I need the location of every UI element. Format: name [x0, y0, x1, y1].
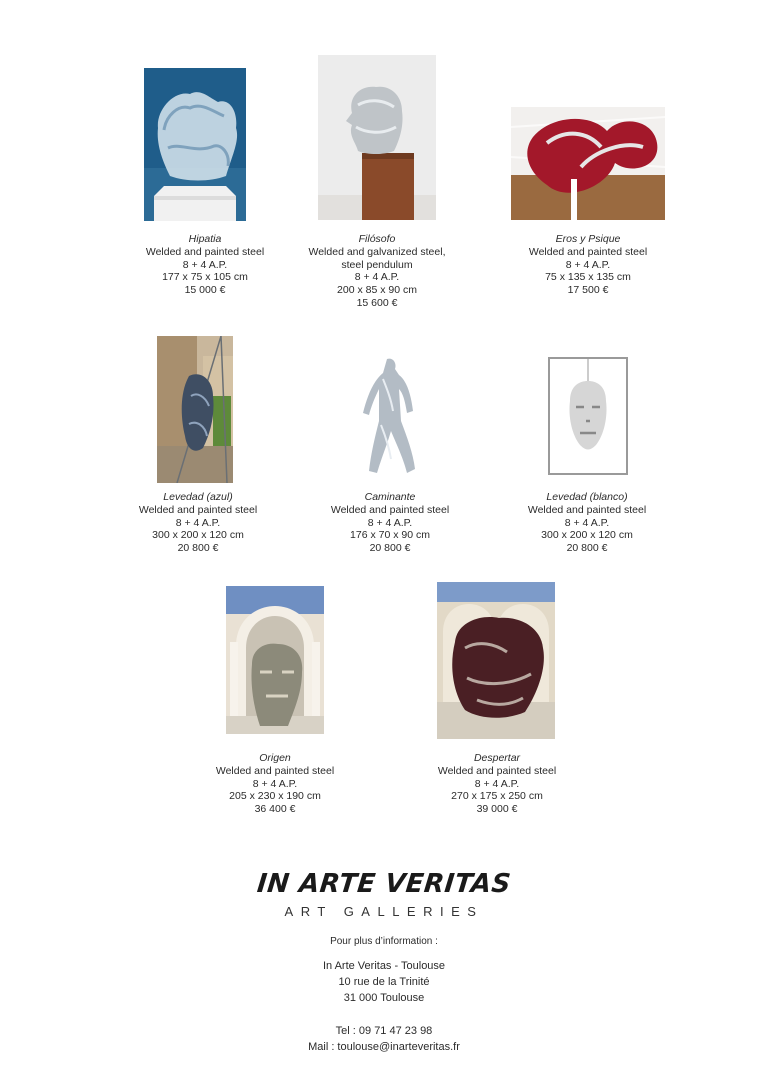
- artwork-filosofo: [292, 55, 462, 315]
- artwork-despertar: [412, 582, 582, 821]
- artwork-detail: Welded and painted steel: [437, 764, 557, 777]
- artwork-title: Eros y Psique: [555, 233, 621, 245]
- info-label: Pour plus d’information :: [330, 936, 438, 947]
- artwork-detail: 8 + 4 A.P.: [474, 777, 520, 790]
- artwork-detail: Welded and painted steel: [528, 245, 648, 258]
- artwork-detail: 300 x 200 x 120 cm: [541, 529, 633, 542]
- artwork-origen: [190, 586, 360, 821]
- address-line: 10 rue de la Trinité: [338, 976, 430, 988]
- artwork-detail: 270 x 175 x 250 cm: [451, 790, 543, 803]
- artwork-photo-levedad-blanco: [546, 355, 630, 477]
- artwork-eros-y-psique: [503, 107, 673, 307]
- artwork-photo-caminante: [355, 355, 425, 479]
- artwork-title: Hipatia: [188, 233, 222, 245]
- artwork-price: 36 400 €: [254, 803, 296, 816]
- artwork-hipatia: [120, 68, 290, 308]
- artwork-detail: 8 + 4 A.P.: [354, 271, 400, 284]
- artwork-detail: 176 x 70 x 90 cm: [350, 529, 430, 542]
- artwork-caminante: [305, 355, 475, 560]
- artwork-detail: 8 + 4 A.P.: [252, 777, 298, 790]
- artwork-levedad-azul: [113, 336, 283, 560]
- artwork-photo-despertar: [437, 582, 555, 739]
- artwork-photo-filosofo: [318, 55, 436, 220]
- email-address: Mail : toulouse@inarteveritas.fr: [308, 1041, 460, 1053]
- artwork-detail: Welded and painted steel: [527, 503, 647, 516]
- artwork-price: 20 800 €: [566, 542, 608, 555]
- artwork-title: Caminante: [364, 491, 416, 503]
- address-line: In Arte Veritas - Toulouse: [322, 960, 446, 972]
- artwork-photo-eros-y-psique: [511, 107, 665, 220]
- artwork-detail: Welded and painted steel: [215, 764, 335, 777]
- artwork-detail: 8 + 4 A.P.: [565, 258, 611, 271]
- artwork-price: 20 800 €: [369, 542, 411, 555]
- phone-number: Tel : 09 71 47 23 98: [335, 1025, 433, 1037]
- gallery-name: IN ARTE VERITAS: [255, 869, 513, 899]
- artwork-detail: 8 + 4 A.P.: [564, 516, 610, 529]
- artwork-detail: 205 x 230 x 190 cm: [229, 790, 321, 803]
- artwork-price: 17 500 €: [567, 284, 609, 297]
- artwork-photo-levedad-azul: [157, 336, 233, 483]
- artwork-detail: 200 x 85 x 90 cm: [337, 284, 417, 297]
- artwork-detail: Welded and painted steel: [145, 245, 265, 258]
- gallery-tagline: ART GALLERIES: [284, 904, 484, 919]
- artwork-title: Origen: [259, 752, 291, 764]
- artwork-levedad-blanco: [502, 355, 672, 560]
- artwork-detail: 177 x 75 x 105 cm: [162, 271, 248, 284]
- artwork-detail: Welded and painted steel: [138, 503, 258, 516]
- artwork-detail: 300 x 200 x 120 cm: [152, 529, 244, 542]
- artwork-title: Filósofo: [358, 233, 396, 245]
- artwork-title: Despertar: [473, 752, 521, 764]
- artwork-detail: 75 x 135 x 135 cm: [545, 271, 631, 284]
- artwork-title: Levedad (azul): [163, 491, 233, 503]
- artwork-price: 20 800 €: [177, 542, 219, 555]
- artwork-price: 39 000 €: [476, 803, 518, 816]
- artwork-price: 15 600 €: [356, 296, 398, 309]
- artwork-price: 15 000 €: [184, 284, 226, 297]
- artwork-photo-origen: [226, 586, 324, 734]
- artwork-detail: Welded and galvanized steel,: [308, 245, 446, 258]
- address-line: 31 000 Toulouse: [343, 992, 425, 1004]
- artwork-photo-hipatia: [144, 68, 246, 221]
- artwork-detail: 8 + 4 A.P.: [182, 258, 228, 271]
- artwork-detail: 8 + 4 A.P.: [175, 516, 221, 529]
- artwork-title: Levedad (blanco): [546, 491, 628, 503]
- artwork-detail: 8 + 4 A.P.: [367, 516, 413, 529]
- artwork-detail: steel pendulum: [341, 258, 413, 271]
- artwork-detail: Welded and painted steel: [330, 503, 450, 516]
